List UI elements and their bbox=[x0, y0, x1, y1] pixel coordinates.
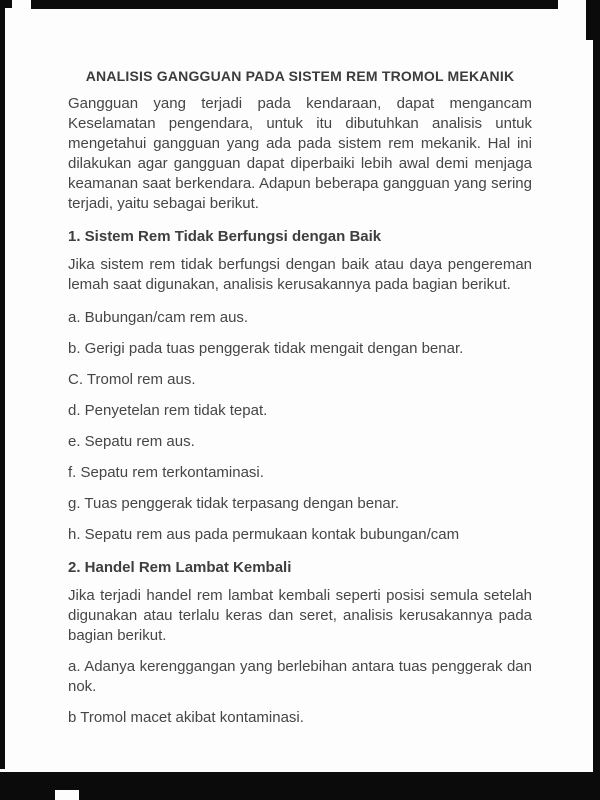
list-item-1g: g. Tuas penggerak tidak terpasang dengan benar. bbox=[68, 495, 400, 512]
list-item-1d: d. Penyetelan rem tidak tepat. bbox=[68, 402, 268, 419]
section-1-body: Jika sistem rem tidak berfungsi dengan baik atau daya pengereman lemah saat digunakan, analisis kerusakannya pada bagian berikut. bbox=[68, 256, 532, 293]
intro-paragraph: Gangguan yang terjadi pada kendaraan, dapat mengancam Keselamatan pengendara, untuk itu dibutuhkan analisis untuk mengetahui gangguan yang ada pada sistem rem mekanik. Hal ini dilakukan agar gangguan dapat diperbaiki lebih awal demi menjaga keamanan saat berkendara. Adapun beberapa gangguan yang sering terjadi, yaitu sebagai berikut. bbox=[68, 95, 532, 212]
section-2-heading: 2. Handel Rem Lambat Kembali bbox=[68, 559, 292, 576]
list-item-2a: a. Adanya kerenggangan yang berlebihan antara tuas penggerak dan nok. bbox=[68, 658, 532, 695]
section-2-body: Jika terjadi handel rem lambat kembali seperti posisi semula setelah digunakan atau terlalu keras dan seret, analisis kerusakannya pada bagian berikut. bbox=[68, 587, 532, 644]
document-title: ANALISIS GANGGUAN PADA SISTEM REM TROMOL MEKANIK bbox=[85, 68, 515, 84]
list-item-1a: a. Bubungan/cam rem aus. bbox=[68, 309, 249, 326]
scan-edge-bottom bbox=[0, 772, 600, 800]
list-item-2b: b Tromol macet akibat kontaminasi. bbox=[68, 709, 304, 726]
section-1-heading: 1. Sistem Rem Tidak Berfungsi dengan Baik bbox=[68, 228, 382, 245]
scan-edge-bottom-notch bbox=[55, 790, 79, 800]
list-item-1f: f. Sepatu rem terkontaminasi. bbox=[68, 464, 264, 481]
list-item-1e: e. Sepatu rem aus. bbox=[68, 433, 195, 450]
list-item-1b: b. Gerigi pada tuas penggerak tidak mengait dengan benar. bbox=[68, 340, 464, 357]
list-item-1h: h. Sepatu rem aus pada permukaan kontak bubungan/cam bbox=[68, 526, 460, 543]
list-item-1c: C. Tromol rem aus. bbox=[68, 371, 196, 388]
